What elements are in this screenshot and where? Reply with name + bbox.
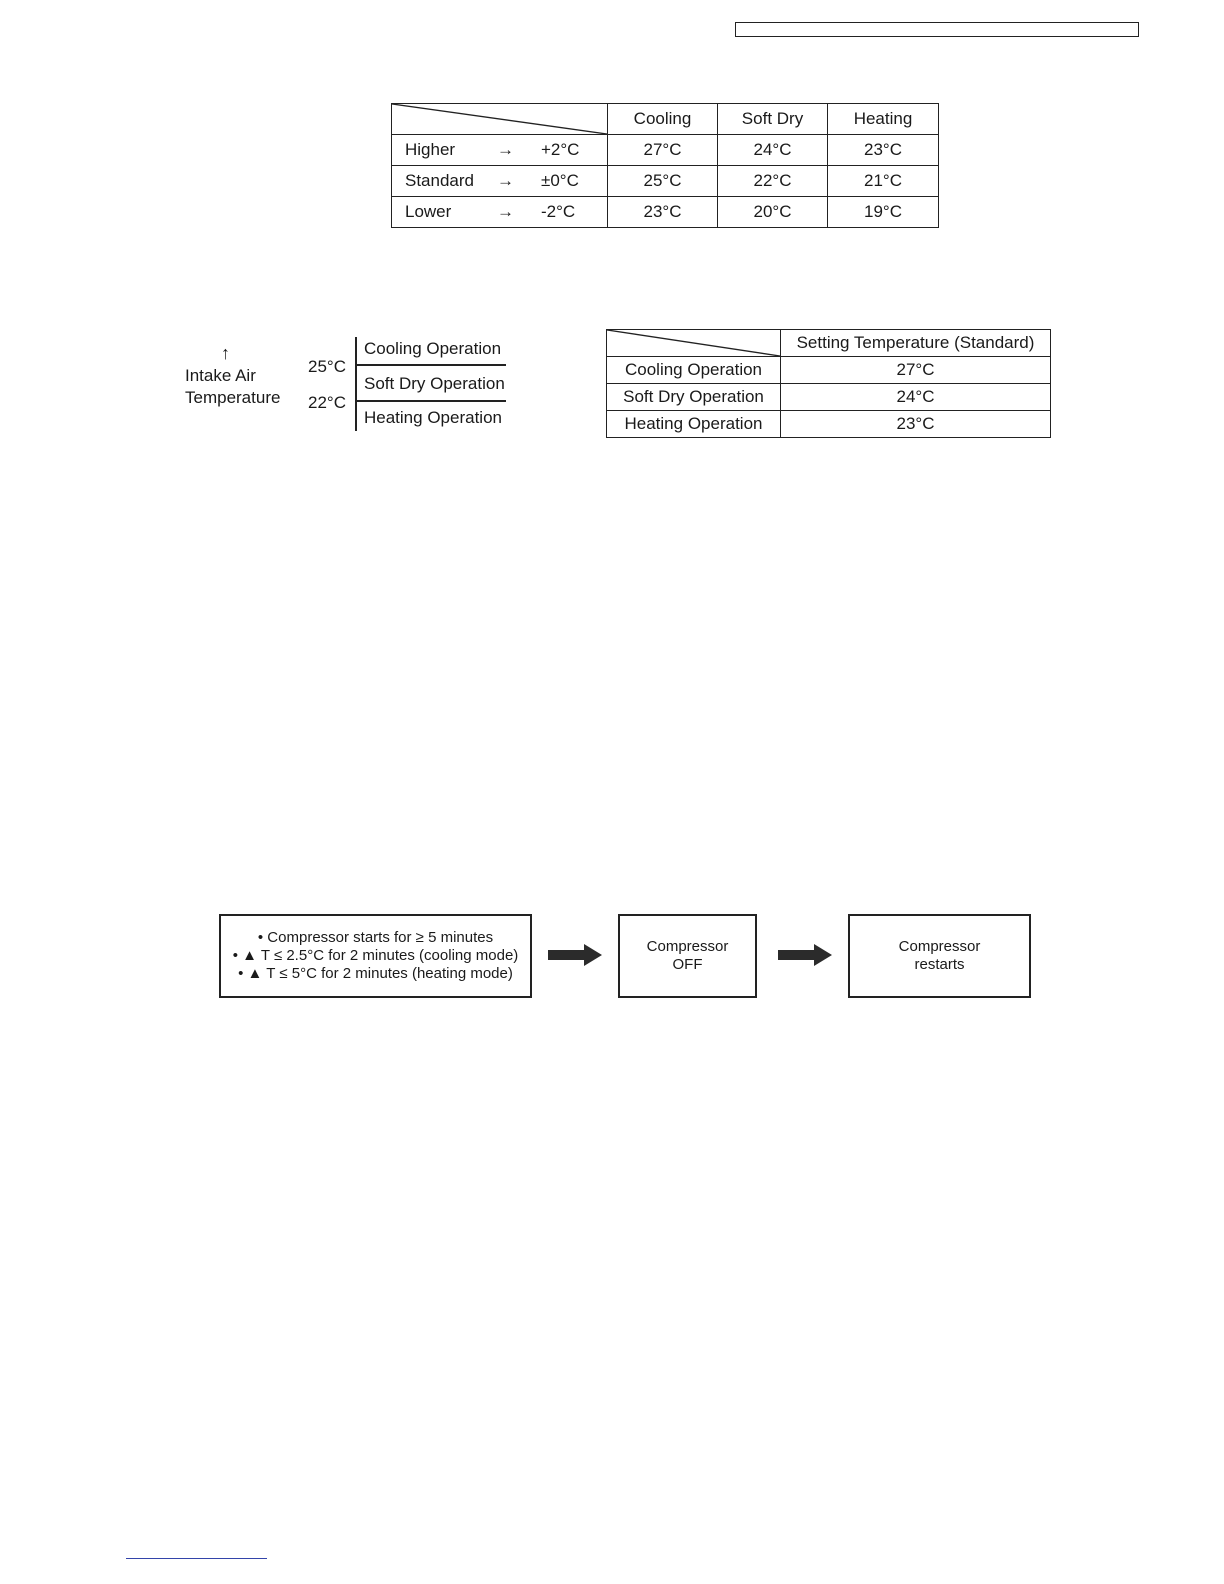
flow-conditions-box — [219, 914, 532, 998]
arrow-right-icon: → — [497, 171, 514, 190]
threshold-low: 22°C — [308, 393, 346, 412]
column-header: Heating — [828, 104, 939, 135]
row-offset: +2°C — [541, 140, 580, 159]
table-cell: 27°C — [608, 135, 718, 166]
table-cell: 21°C — [828, 166, 939, 197]
table-cell: 25°C — [608, 166, 718, 197]
step-label: OFF — [672, 956, 703, 973]
arrow-right-icon: → — [497, 202, 514, 221]
flow-arrow-icon — [778, 944, 832, 966]
step-label: Compressor — [898, 938, 981, 955]
table-cell: 22°C — [718, 166, 828, 197]
diagram-divider — [355, 364, 506, 366]
row-label: Higher — [405, 140, 456, 159]
row-label: Lower — [405, 202, 452, 221]
row-label-cell — [392, 166, 608, 197]
row-label: Heating Operation — [607, 411, 781, 438]
compressor-restarts-box — [848, 914, 1031, 998]
table-row — [607, 357, 1051, 384]
row-label: Standard — [405, 171, 474, 190]
row-offset: ±0°C — [541, 171, 579, 190]
temperature-shift-table — [391, 103, 939, 228]
row-label: Soft Dry Operation — [607, 384, 781, 411]
table-cell: 23°C — [828, 135, 939, 166]
step-label: Compressor — [646, 938, 729, 955]
row-label-cell — [392, 135, 608, 166]
column-header: Setting Temperature (Standard) — [781, 330, 1051, 357]
table-cell: 19°C — [828, 197, 939, 228]
row-label: Cooling Operation — [607, 357, 781, 384]
arrow-up-icon: ↑ — [221, 343, 230, 363]
row-offset: -2°C — [541, 202, 576, 221]
condition-line: • ▲ T ≤ 2.5°C for 2 minutes (cooling mode) — [232, 947, 519, 964]
arrow-right-icon: → — [497, 140, 514, 159]
condition-line: • Compressor starts for ≥ 5 minutes — [257, 929, 494, 946]
operation-cooling: Cooling Operation — [364, 339, 502, 358]
corner-cell — [607, 330, 781, 357]
operation-heating: Heating Operation — [364, 408, 502, 427]
operation-soft-dry: Soft Dry Operation — [364, 374, 505, 393]
intake-label-line1: Intake Air — [185, 366, 256, 385]
table-cell: 24°C — [781, 384, 1051, 411]
diagram-divider — [355, 400, 506, 402]
intake-label-line2: Temperature — [185, 388, 281, 407]
table-row — [607, 384, 1051, 411]
corner-cell — [392, 104, 608, 135]
header-box — [735, 22, 1139, 37]
step-label: restarts — [914, 956, 965, 973]
condition-line: • ▲ T ≤ 5°C for 2 minutes (heating mode) — [238, 965, 513, 982]
table-row — [392, 135, 939, 166]
footer-link-underline — [126, 1558, 267, 1559]
setting-temperature-table — [606, 329, 1051, 438]
table-row — [607, 411, 1051, 438]
table-cell: 23°C — [608, 197, 718, 228]
table-cell: 27°C — [781, 357, 1051, 384]
column-header: Soft Dry — [718, 104, 828, 135]
table-cell: 24°C — [718, 135, 828, 166]
row-label-cell — [392, 197, 608, 228]
compressor-off-box — [618, 914, 757, 998]
table-row — [392, 166, 939, 197]
threshold-high: 25°C — [308, 357, 346, 376]
table-row — [392, 197, 939, 228]
diagram-vertical-line — [355, 337, 357, 431]
flow-arrow-icon — [548, 944, 602, 966]
table-cell: 23°C — [781, 411, 1051, 438]
column-header: Cooling — [608, 104, 718, 135]
table-cell: 20°C — [718, 197, 828, 228]
